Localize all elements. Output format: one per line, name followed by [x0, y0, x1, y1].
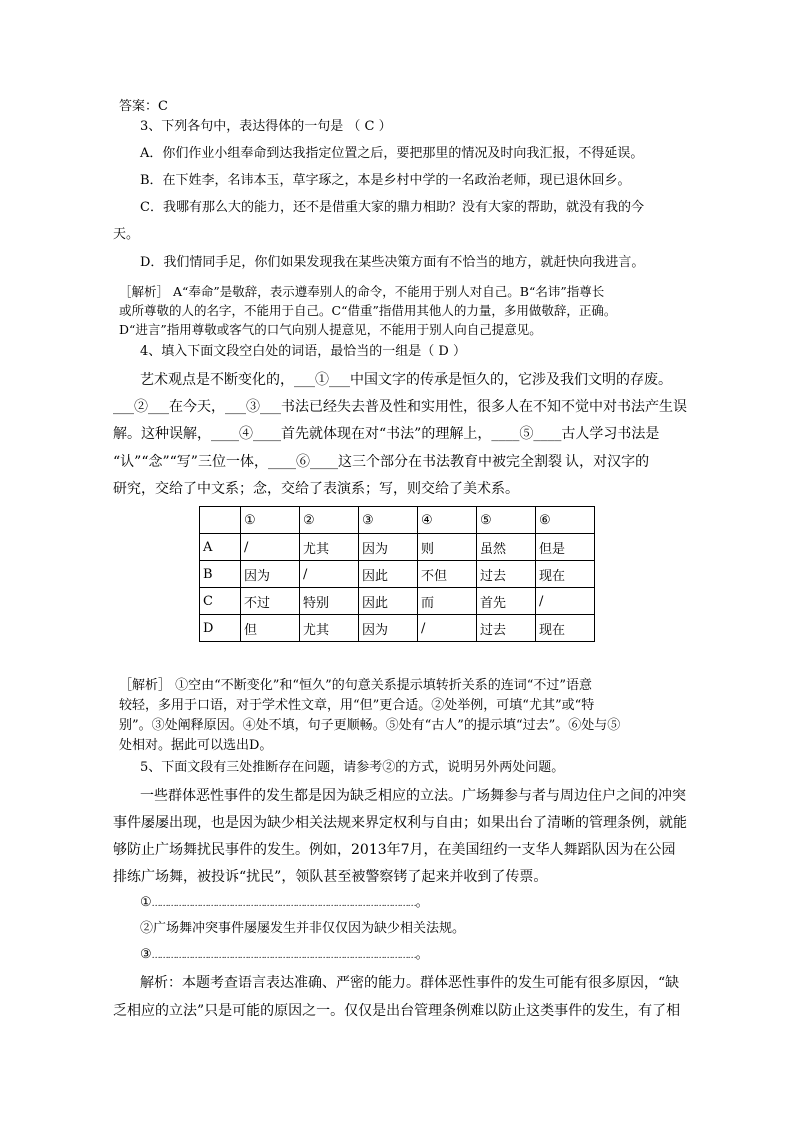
table-cell: 过去: [477, 615, 536, 642]
item-number: ①: [140, 895, 152, 910]
blank-4: ____④____: [211, 426, 281, 442]
q4-passage-line-4: [113, 451, 649, 475]
q3-option-d: D．我们情同手足，你们如果发现我在某些决策方面有不恰当的地方，就赶快向我进言。: [140, 255, 645, 270]
item-end: 。: [415, 947, 429, 962]
table-cell: 特别: [300, 588, 359, 615]
table-cell: 尤其: [300, 615, 359, 642]
table-cell: 因为: [241, 561, 300, 588]
table-cell: ③: [359, 507, 418, 534]
table-header-row: [200, 507, 595, 534]
q4-explanation-2: 较轻，多用于口语，对于学术性文章，用“但”更合适。②处举例，可填“尤其”或“特: [119, 698, 595, 713]
q4-answer-table: [199, 506, 595, 642]
q3-stem: 3、下列各句中，表达得体的一句是 （ C ）: [140, 119, 392, 134]
table-cell: 虽然: [477, 534, 536, 561]
q5-explanation-2: 乏相应的立法”只是可能的原因之一。仅仅是出台管理条例难以防止这类事件的发生，有了相: [113, 1003, 681, 1019]
table-cell: 则: [418, 534, 477, 561]
q4-passage-line-3: [113, 423, 659, 445]
item-end: 。: [415, 895, 429, 910]
passage-text: 书法已经失去普及性和实用性，很多人在不知不觉中对书法产生误: [281, 399, 687, 415]
q3-option-b: B．在下姓李，名讳本玉，草字琢之，本是乡村中学的一名政治老师，现已退休回乡。: [140, 173, 631, 188]
table-cell: 不但: [418, 561, 477, 588]
q4-explanation-4: 处相对。据此可以选出D。: [119, 738, 273, 753]
table-cell: 因为: [359, 615, 418, 642]
q3-option-a: A．你们作业小组奉命到达我指定位置之后，要把那里的情况及时向我汇报，不得延误。: [140, 146, 644, 161]
table-cell: /: [536, 588, 595, 615]
passage-text: 古人学习书法是: [561, 426, 660, 442]
dotted-answer-blank: ………………………………………………………………………………………: [151, 951, 416, 961]
answer-line: 答案：C: [119, 99, 168, 114]
q4-explanation-3: 别”。③处阐释原因。④处不填，句子更顺畅。⑤处有“古人”的提示填“过去”。⑥处与⑤: [119, 718, 621, 733]
blank-2: ___②___: [113, 399, 169, 415]
passage-text: 首先就体现在对“书法”的理解上，: [281, 426, 492, 442]
table-cell: 但: [241, 615, 300, 642]
table-cell: ⑥: [536, 507, 595, 534]
passage-text: 中国文字的传承是恒久的，它涉及我们文明的存废。: [350, 372, 672, 388]
q3-option-c-cont: 天。: [113, 227, 140, 242]
table-row: [200, 561, 595, 588]
table-cell: 而: [418, 588, 477, 615]
table-cell: 现在: [536, 615, 595, 642]
table-cell: 过去: [477, 561, 536, 588]
passage-text: 这三个部分在书法教育中被完全割裂: [337, 454, 562, 470]
dotted-answer-blank: ………………………………………………………………………………………: [151, 899, 416, 909]
passage-text: 艺术观点是不断变化的，: [140, 372, 294, 388]
table-cell: /: [300, 561, 359, 588]
table-row: [200, 588, 595, 615]
blank-6: ____⑥____: [267, 454, 338, 470]
table-cell: D: [200, 615, 241, 642]
table-cell: /: [418, 615, 477, 642]
table-cell: /: [241, 534, 300, 561]
passage-text: 解。这种误解，: [113, 426, 211, 442]
table-cell: 但是: [536, 534, 595, 561]
table-cell: ⑤: [477, 507, 536, 534]
table-cell: [200, 507, 241, 534]
passage-text: “认”“念”“写”三位一体，: [113, 454, 268, 470]
q3-explanation-2: 或所尊敬的人的名字，不能用于自己。C“借重”指借用其他人的力量，多用做敬辞，正确。: [119, 303, 617, 318]
q5-explanation-1: 解析：本题考查语言表达准确、严密的能力。群体恶性事件的发生可能有很多原因，“缺: [140, 975, 680, 991]
passage-text: 认，对汉字的: [565, 454, 650, 470]
table-cell: 因此: [359, 588, 418, 615]
q4-passage-line-1: [140, 369, 672, 391]
q4-passage-line-2: [113, 396, 687, 418]
table-cell: C: [200, 588, 241, 615]
q4-explanation-1: ［解析］ ①空由“不断变化”和“恒久”的句意关系提示填转折关系的连词“不过”语意: [119, 678, 593, 693]
q5-passage-line-2: 事件屡屡出现，也是因为缺少相关法规来界定权利与自由；如果出台了清晰的管理条例，就能: [113, 815, 687, 831]
table-cell: 因为: [359, 534, 418, 561]
q4-stem: 4、填入下面文段空白处的词语，最恰当的一组是（ D ）: [140, 344, 466, 359]
table-cell: 不过: [241, 588, 300, 615]
q3-option-c: C．我哪有那么大的能力，还不是借重大家的鼎力相助？没有大家的帮助，就没有我的今: [140, 200, 644, 215]
q5-stem: 5、下面文段有三处推断存在问题，请参考②的方式，说明另外两处问题。: [140, 760, 565, 775]
table-cell: ②: [300, 507, 359, 534]
q5-answer-line-1: [140, 894, 429, 913]
q5-passage-line-1: 一些群体恶性事件的发生都是因为缺乏相应的立法。广场舞参与者与周边住户之间的冲突: [140, 788, 686, 804]
q5-answer-line-2: ②广场舞冲突事件屡屡发生并非仅仅因为缺少相关法规。: [140, 921, 466, 936]
blank-1: ___①___: [294, 372, 350, 388]
table-cell: ④: [418, 507, 477, 534]
q5-passage-line-4: 排练广场舞，被投诉“扰民”，领队甚至被警察铐了起来并收到了传票。: [113, 869, 548, 885]
table-cell: ①: [241, 507, 300, 534]
table-cell: B: [200, 561, 241, 588]
table-cell: 现在: [536, 561, 595, 588]
table-row: [200, 534, 595, 561]
table-cell: 尤其: [300, 534, 359, 561]
table-cell: A: [200, 534, 241, 561]
blank-3: ___③___: [225, 399, 281, 415]
table-row: [200, 615, 595, 642]
q3-explanation-1: ［解析］ A“奉命”是敬辞，表示遵奉别人的命令，不能用于别人对自己。B“名讳”指尊长: [119, 284, 605, 299]
q5-answer-line-3: [140, 946, 429, 965]
table-cell: 首先: [477, 588, 536, 615]
passage-text: 在今天，: [169, 399, 225, 415]
q4-passage-line-5: 研究，交给了中文系；念，交给了表演系；写，则交给了美术系。: [113, 481, 519, 497]
blank-5: ____⑤____: [491, 426, 562, 442]
q5-passage-line-3: 够防止广场舞扰民事件的发生。例如，2013年7月，在美国纽约一支华人舞蹈队因为在公园: [113, 842, 676, 858]
table-cell: 因此: [359, 561, 418, 588]
q3-explanation-3: D“进言”指用尊敬或客气的口气向别人提意见，不能用于别人向自己提意见。: [119, 322, 542, 337]
item-number: ③: [140, 947, 152, 962]
